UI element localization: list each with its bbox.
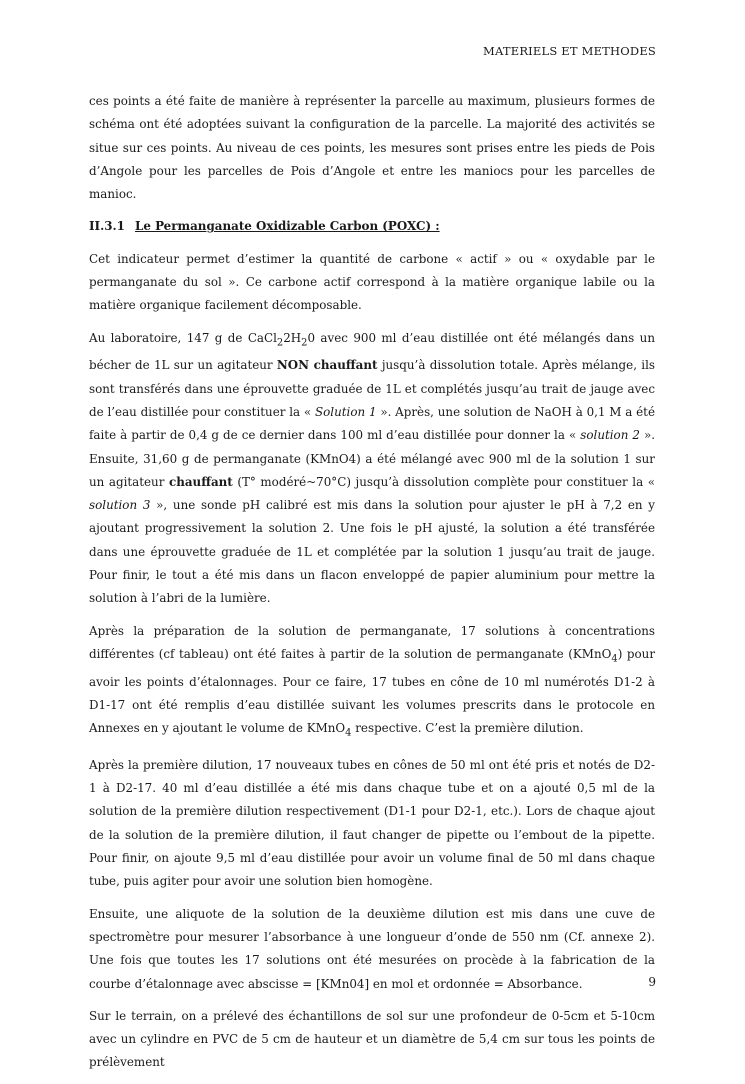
p4-text-b: ) pour avoir les points d’étalonnages. Pour ce faire, 17 tubes en cône de 10 ml numérotés D1-2 à D1-17 ont été remplis d’eau distillée suivant les volumes prescrits dans le protocole en Annexes en y ajoutant le volume de KMnO <box>89 646 656 736</box>
p3-text-d: ». Ensuite, 31,60 g de permanganate (KMnO4) a été mélangé avec 900 ml de la solution 1 sur un agitateur <box>89 428 656 489</box>
p3-bold-chauffant: chauffant <box>168 474 233 489</box>
p3-italic-solution-2: solution 2 <box>580 428 640 443</box>
p4-sub-1: 4 <box>611 653 618 665</box>
section-title: Le Permanganate Oxidizable Carbon (POXC) : <box>135 219 440 234</box>
section-heading <box>89 215 655 238</box>
p3-text-a: Au laboratoire, 147 g de CaCl <box>89 330 277 345</box>
paragraph-1: ces points a été faite de manière à représenter la parcelle au maximum, plusieurs formes de schéma ont été adoptées suivant la configuration de la parcelle. La majorité des activités se situe sur ces points. Au niveau de ces points, les mesures sont prises entre les pieds de Pois d’Angole pour les parcelles de Pois d’Angole et entre les maniocs pour les parcelles de manioc. <box>89 94 655 202</box>
p3-text-c: ». Après, une solution de NaOH à 0,1 M a été faite à partir de 0,4 g de ce dernier dans 100 ml d’eau distillée pour donner la « <box>89 404 655 443</box>
page-body <box>89 90 655 1084</box>
p3-text-a2: 2H <box>283 330 302 345</box>
p4-text-c: respective. C’est la première dilution. <box>351 721 584 736</box>
paragraph-7: Sur le terrain, on a prélevé des échantillons de sol sur une profondeur de 0-5cm et 5-10cm avec un cylindre en PVC de 5 cm de hauteur et un diamètre de 5,4 cm sur tous les points de prélèvement <box>89 1008 655 1070</box>
paragraph-3 <box>89 327 655 611</box>
paragraph-5: Après la première dilution, 17 nouveaux tubes en cônes de 50 ml ont été pris et notés de D2-1 à D2-17. 40 ml d’eau distillée a été mis dans chaque tube et on a ajouté 0,5 ml de la solution de la première dilution respectivement (D1-1 pour D2-1, etc.). Lors de chaque ajout de la solution de la première dilution, il faut changer de pipette ou l’embout de la pipette. Pour finir, on ajoute 9,5 ml d’eau distillée pour avoir un volume final de 50 ml dans chaque tube, puis agiter pour avoir une solution bien homogène. <box>89 757 655 889</box>
p3-italic-solution-3: solution 3 <box>89 498 151 513</box>
page-number: 9 <box>648 975 656 989</box>
p3-bold-non-chauffant: NON chauffant <box>276 358 378 373</box>
p4-sub-2: 4 <box>345 727 352 739</box>
p3-italic-solution-1: Solution 1 <box>314 404 377 419</box>
p3-sub-2: 2 <box>301 337 308 349</box>
paragraph-4 <box>89 620 655 745</box>
p3-text-b: jusqu’à dissolution totale. Après mélange, ils sont transférés dans une éprouvette graduée de 1L et complétés jusqu’au trait de jauge avec de l’eau distillée pour constituer la « <box>89 358 655 419</box>
running-header: MATERIELS ET METHODES <box>483 44 656 58</box>
p3-text-e: (T° modéré~70°C) jusqu’à dissolution complète pour constituer la « <box>232 474 656 489</box>
p3-text-f: », une sonde pH calibré est mis dans la solution pour ajuster le pH à 7,2 en y ajoutant progressivement la solution 2. Une fois le pH ajusté, la solution a été transférée dans une éprouvette graduée de 1L et complétée par la solution 1 jusqu’au trait de jauge. Pour finir, le tout a été mis dans un flacon enveloppé de papier aluminium pour mettre la solution à l’abri de la lumière. <box>89 498 655 606</box>
paragraph-2: Cet indicateur permet d’estimer la quantité de carbone « actif » ou « oxydable par le permanganate du sol ». Ce carbone actif correspond à la matière organique labile ou la matière organique facilement décomposable. <box>89 251 655 313</box>
p3-text-a3: 0 avec 900 ml d’eau distillée ont été mélangés dans un bécher de 1L sur un agitateur <box>89 330 655 373</box>
section-number: II.3.1 <box>89 219 125 234</box>
paragraph-6: Ensuite, une aliquote de la solution de la deuxième dilution est mis dans une cuve de spectromètre pour mesurer l’absorbance à une longueur d’onde de 550 nm (Cf. annexe 2). Une fois que toutes les 17 solutions ont été mesurées on procède à la fabrication de la courbe d’étalonnage avec abscisse = [KMn04] en mol et ordonnée = Absorbance. <box>89 906 655 991</box>
p3-sub-1: 2 <box>276 337 284 349</box>
p4-text-a: Après la préparation de la solution de permanganate, 17 solutions à concentrations différentes (cf tableau) ont été faites à partir de la solution de permanganate (KMnO <box>89 623 655 661</box>
